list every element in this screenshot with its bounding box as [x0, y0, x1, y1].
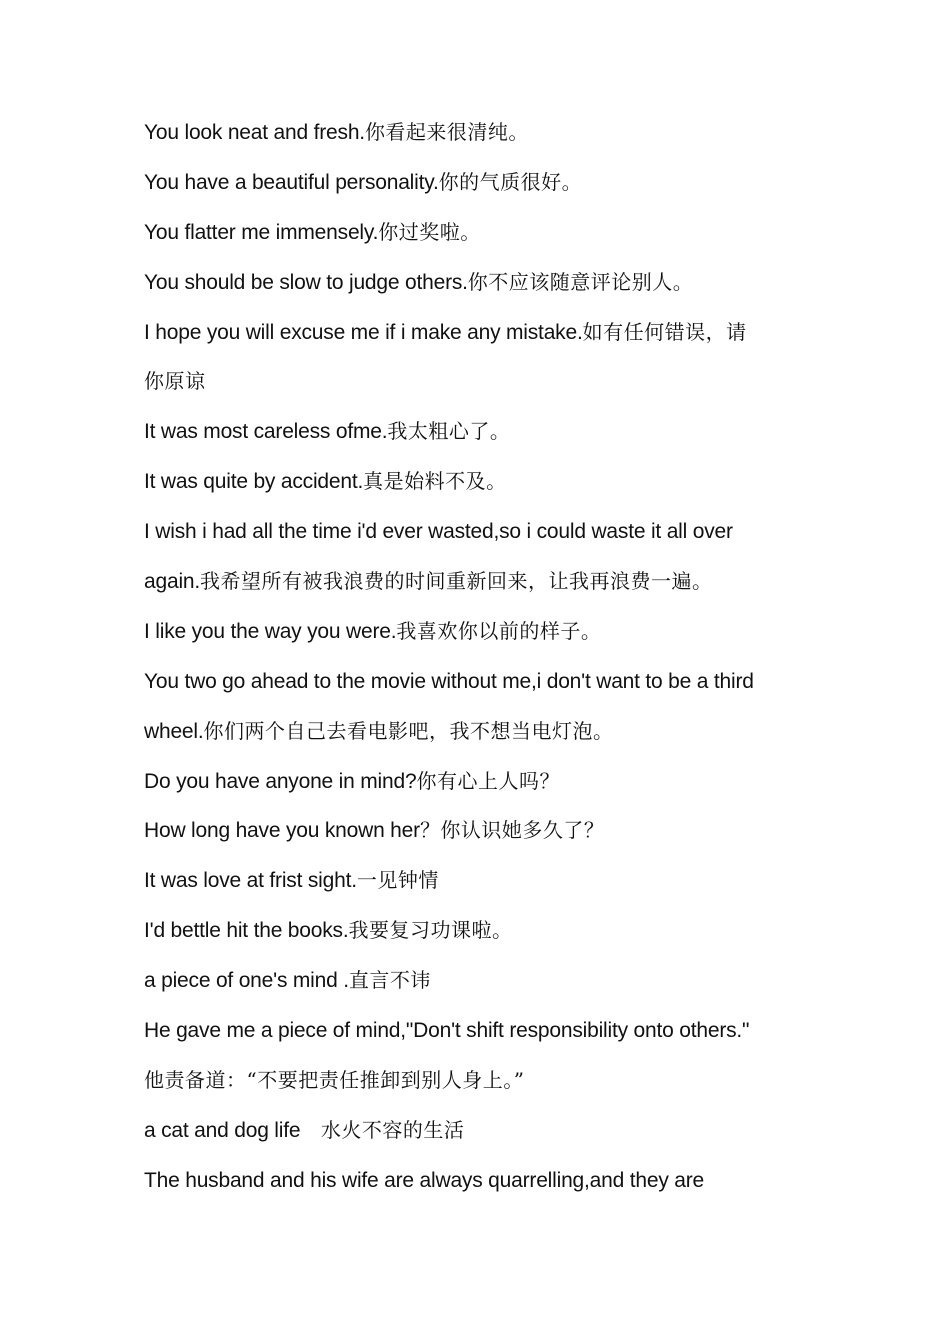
chinese-text: 你过奖啦。 — [378, 219, 481, 244]
english-text: a cat and dog life — [144, 1118, 301, 1142]
text-line — [144, 757, 824, 807]
english-text: I'd bettle hit the books. — [144, 919, 349, 943]
text-line — [144, 1056, 824, 1106]
chinese-text: 真是始料不及。 — [363, 469, 507, 494]
chinese-text: ？你认识她多久了？ — [419, 818, 605, 843]
english-text: a piece of one's mind . — [144, 969, 349, 993]
text-line — [144, 806, 824, 856]
chinese-text: 我喜欢你以前的样子。 — [396, 618, 602, 643]
english-text: I hope you will excuse me if i make any mistake. — [144, 320, 583, 344]
text-line — [144, 108, 824, 158]
chinese-text: 你不应该随意评论别人。 — [467, 269, 694, 294]
text-line — [144, 407, 824, 457]
text-line — [144, 607, 824, 657]
chinese-text: 我要复习功课啦。 — [348, 918, 513, 943]
english-text: It was quite by accident. — [144, 470, 364, 494]
chinese-text: 水火不容的生活 — [300, 1117, 465, 1142]
english-text: wheel. — [144, 719, 204, 743]
chinese-text: 直言不讳 — [348, 968, 431, 993]
english-text: You flatter me immensely. — [144, 220, 379, 244]
text-line — [144, 308, 824, 358]
english-text: How long have you known her — [144, 819, 420, 843]
chinese-text: 你有心上人吗？ — [416, 768, 560, 793]
english-text: Do you have anyone in mind? — [144, 769, 417, 793]
text-line — [144, 208, 824, 258]
chinese-text: 你看起来很清纯。 — [364, 120, 529, 144]
english-text: I like you the way you were. — [144, 619, 397, 643]
text-line — [144, 357, 824, 407]
english-text: He gave me a piece of mind,"Don't shift responsibility onto others." — [144, 1019, 750, 1043]
chinese-text: 你原谅 — [144, 369, 206, 394]
chinese-text: 如有任何错误，请 — [582, 319, 747, 344]
chinese-text: 我希望所有被我浪费的时间重新回来，让我再浪费一遍。 — [200, 569, 713, 594]
text-line — [144, 258, 824, 308]
chinese-text: 我太粗心了。 — [387, 419, 511, 444]
english-text: I wish i had all the time i'd ever wasted,so i could waste it all over — [144, 520, 733, 544]
text-line — [144, 1156, 824, 1206]
text-line — [144, 1006, 824, 1056]
english-text: again. — [144, 570, 201, 594]
text-line — [144, 557, 824, 607]
english-text: The husband and his wife are always quarrelling,and they are — [144, 1168, 705, 1192]
english-text: You two go ahead to the movie without me,i don't want to be a third — [144, 669, 754, 693]
english-text: You should be slow to judge others. — [144, 270, 468, 294]
english-text: You have a beautiful personality. — [144, 170, 439, 194]
chinese-text: 一见钟情 — [356, 868, 439, 893]
english-text: It was love at frist sight. — [144, 869, 357, 893]
text-line — [144, 906, 824, 956]
english-text: You look neat and fresh. — [144, 121, 365, 144]
english-text: It was most careless ofme. — [144, 420, 388, 444]
chinese-text: 他责备道：“不要把责任推卸到别人身上。” — [144, 1067, 525, 1092]
chinese-text: 你的气质很好。 — [438, 169, 583, 194]
text-line — [144, 1106, 824, 1156]
text-body — [144, 108, 824, 1206]
text-line — [144, 158, 824, 208]
text-line — [144, 657, 824, 707]
text-line — [144, 956, 824, 1006]
text-line — [144, 507, 824, 557]
chinese-text: 你们两个自己去看电影吧，我不想当电灯泡。 — [203, 718, 614, 743]
text-line — [144, 457, 824, 507]
text-line — [144, 707, 824, 757]
text-line — [144, 856, 824, 906]
